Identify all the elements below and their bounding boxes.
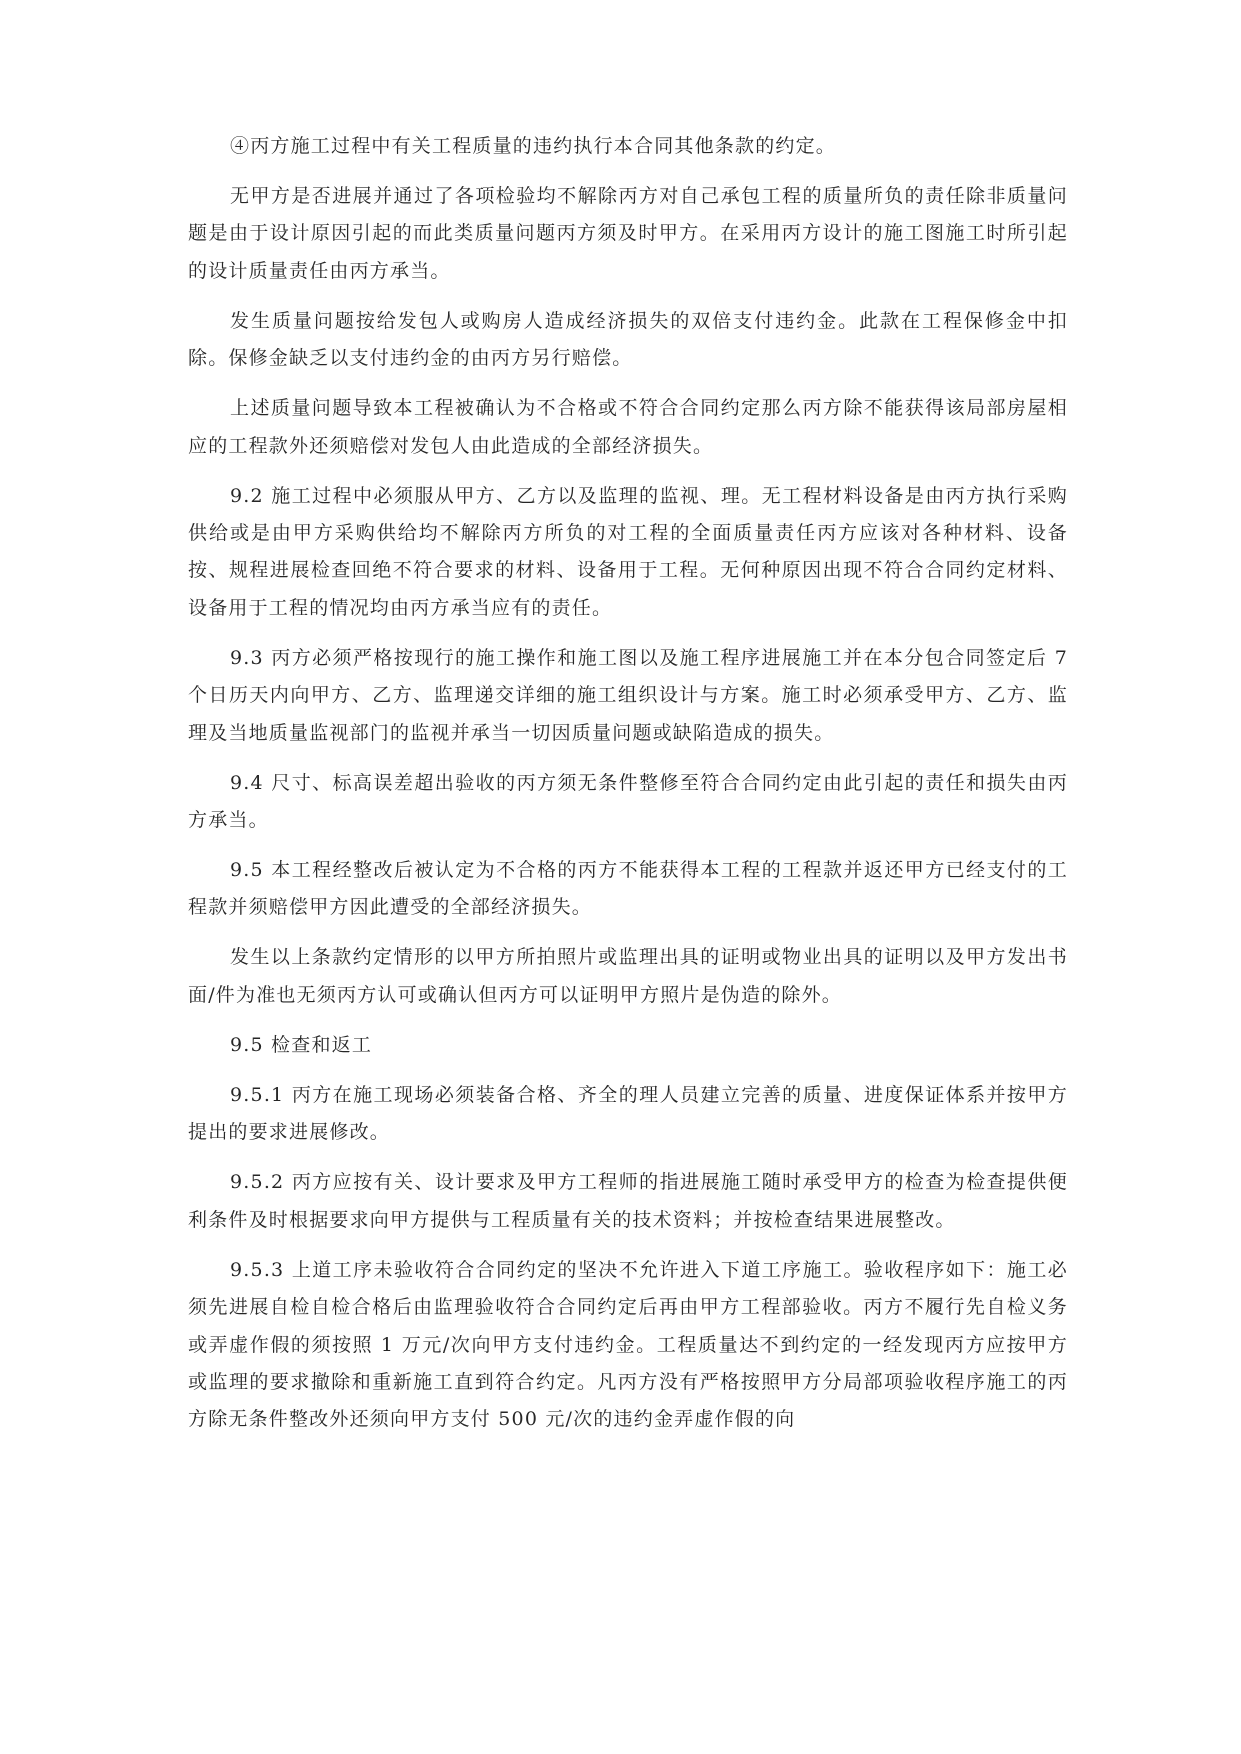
paragraph-8: 9.5 本工程经整改后被认定为不合格的丙方不能获得本工程的工程款并返还甲方已经支付的工程款并须赔偿甲方因此遭受的全部经济损失。	[188, 859, 1068, 919]
paragraph-1: ④丙方施工过程中有关工程质量的违约执行本合同其他条款的约定。	[230, 135, 837, 157]
paragraph-12: 9.5.2 丙方应按有关、设计要求及甲方工程师的指进展施工随时承受甲方的检查为检查提供便利条件及时根据要求向甲方提供与工程质量有关的技术资料；并按检查结果进展整改。	[188, 1171, 1068, 1231]
paragraph-11: 9.5.1 丙方在施工现场必须装备合格、齐全的理人员建立完善的质量、进度保证体系并按甲方提出的要求进展修改。	[188, 1083, 1068, 1144]
document-body	[188, 128, 1068, 1451]
paragraph-5: 9.2 施工过程中必须服从甲方、乙方以及监理的监视、理。无工程材料设备是由丙方执行采购供给或是由甲方采购供给均不解除丙方所负的对工程的全面质量责任丙方应该对各种材料、设备按、规程进展检查回绝不符合要求的材料、设备用于工程。无何种原因出现不符合合同约定材料、设备用于工程的情况均由丙方承当应有的责任。	[188, 484, 1068, 619]
paragraph-7: 9.4 尺寸、标高误差超出验收的丙方须无条件整修至符合合同约定由此引起的责任和损失由丙方承当。	[188, 771, 1068, 832]
section-heading: 9.5 检查和返工	[230, 1033, 373, 1056]
paragraph-13: 9.5.3 上道工序未验收符合合同约定的坚决不允许进入下道工序施工。验收程序如下：施工必须先进展自检自检合格后由监理验收符合合同约定后再由甲方工程部验收。丙方不履行先自检义务或弄虚作假的须按照 1 万元/次向甲方支付违约金。工程质量达不到约定的一经发现丙方应按甲方或监理的要求撤除和重新施工直到符合约定。凡丙方没有严格按照甲方分局部项验收程序施工的丙方除无条件整改外还须向甲方支付 500 元/次的违约金弄虚作假的向	[188, 1258, 1068, 1431]
paragraph-9: 发生以上条款约定情形的以甲方所拍照片或监理出具的证明或物业出具的证明以及甲方发出书面/件为准也无须丙方认可或确认但丙方可以证明甲方照片是伪造的除外。	[188, 946, 1068, 1006]
paragraph-2: 无甲方是否进展并通过了各项检验均不解除丙方对自己承包工程的质量所负的责任除非质量问题是由于设计原因引起的而此类质量问题丙方须及时甲方。在采用丙方设计的施工图施工时所引起的设计质量责任由丙方承当。	[188, 185, 1068, 282]
paragraph-3: 发生质量问题按给发包人或购房人造成经济损失的双倍支付违约金。此款在工程保修金中扣除。保修金缺乏以支付违约金的由丙方另行赔偿。	[188, 309, 1068, 370]
paragraph-4: 上述质量问题导致本工程被确认为不合格或不符合合同约定那么丙方除不能获得该局部房屋相应的工程款外还须赔偿对发包人由此造成的全部经济损失。	[188, 397, 1068, 457]
paragraph-6: 9.3 丙方必须严格按现行的施工操作和施工图以及施工程序进展施工并在本分包合同签定后 7 个日历天内向甲方、乙方、监理递交详细的施工组织设计与方案。施工时必须承受甲方、乙方、监理及当地质量监视部门的监视并承当一切因质量问题或缺陷造成的损失。	[188, 646, 1068, 744]
